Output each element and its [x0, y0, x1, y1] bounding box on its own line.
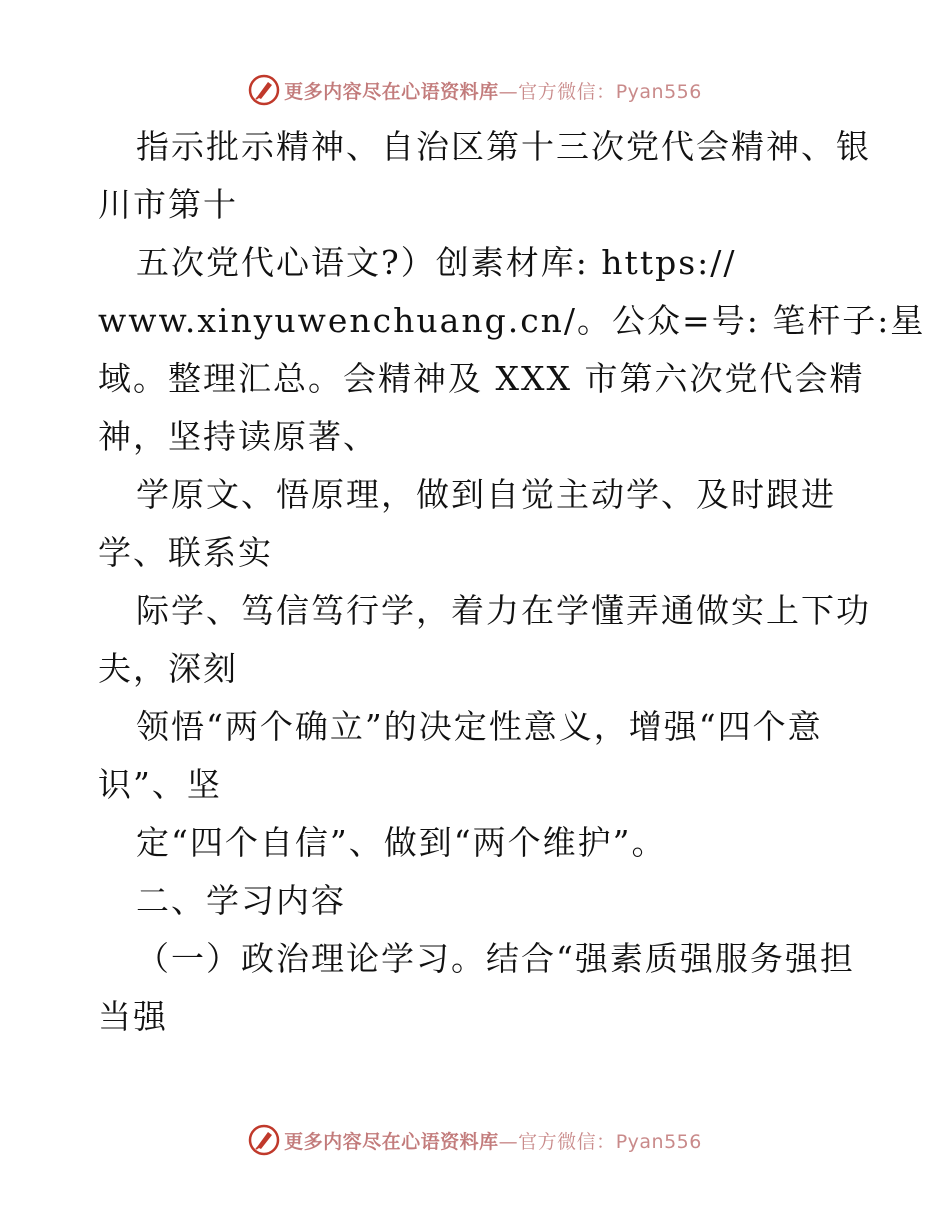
banner-separator: — [498, 80, 519, 103]
banner-wechat-label: 官方微信： [518, 80, 616, 103]
banner-separator: — [498, 1130, 519, 1153]
section-heading: 二、学习内容 [136, 881, 346, 920]
quill-logo-icon [248, 1124, 280, 1156]
paragraph-line: 际学、笃信笃行学，着力在学懂弄通做实上下功 [136, 591, 871, 630]
paragraph-line: 领悟“两个确立”的决定性意义，增强“四个意 [136, 707, 823, 746]
paragraph-line: 夫，深刻 [98, 649, 238, 688]
paragraph-line: 识”、坚 [98, 765, 222, 804]
banner-brand: 更多内容尽在心语资料库 [284, 1130, 499, 1153]
banner-brand: 更多内容尽在心语资料库 [284, 80, 499, 103]
banner-wechat-id: Pyan556 [615, 1130, 702, 1153]
paragraph-line: 定“四个自信”、做到“两个维护”。 [136, 823, 667, 862]
banner-text [284, 1127, 702, 1154]
paragraph-line: 五次党代心语文?）创素材库: https:// [136, 243, 737, 282]
document-body [98, 118, 926, 1046]
paragraph-line: www.xinyuwenchuang.cn/。公众=号: 笔杆子:星 [98, 301, 926, 340]
paragraph-line: 域。整理汇总。会精神及 XXX 市第六次党代会精 [98, 359, 865, 398]
banner-text [284, 77, 702, 104]
paragraph-line: 学原文、悟原理，做到自觉主动学、及时跟进 [136, 475, 836, 514]
paragraph-line: 神，坚持读原著、 [98, 417, 378, 456]
banner-wechat-id: Pyan556 [615, 80, 702, 103]
paragraph-line: 指示批示精神、自治区第十三次党代会精神、银 [136, 127, 871, 166]
paragraph-line: （一）政治理论学习。结合“强素质强服务强担 [136, 939, 855, 978]
paragraph-line: 学、联系实 [98, 533, 273, 572]
footer-watermark-banner [0, 1120, 950, 1160]
quill-logo-icon [248, 74, 280, 106]
banner-wechat-label: 官方微信： [518, 1130, 616, 1153]
paragraph-line: 当强 [98, 997, 168, 1036]
paragraph-line: 川市第十 [98, 185, 238, 224]
header-watermark-banner [0, 70, 950, 110]
